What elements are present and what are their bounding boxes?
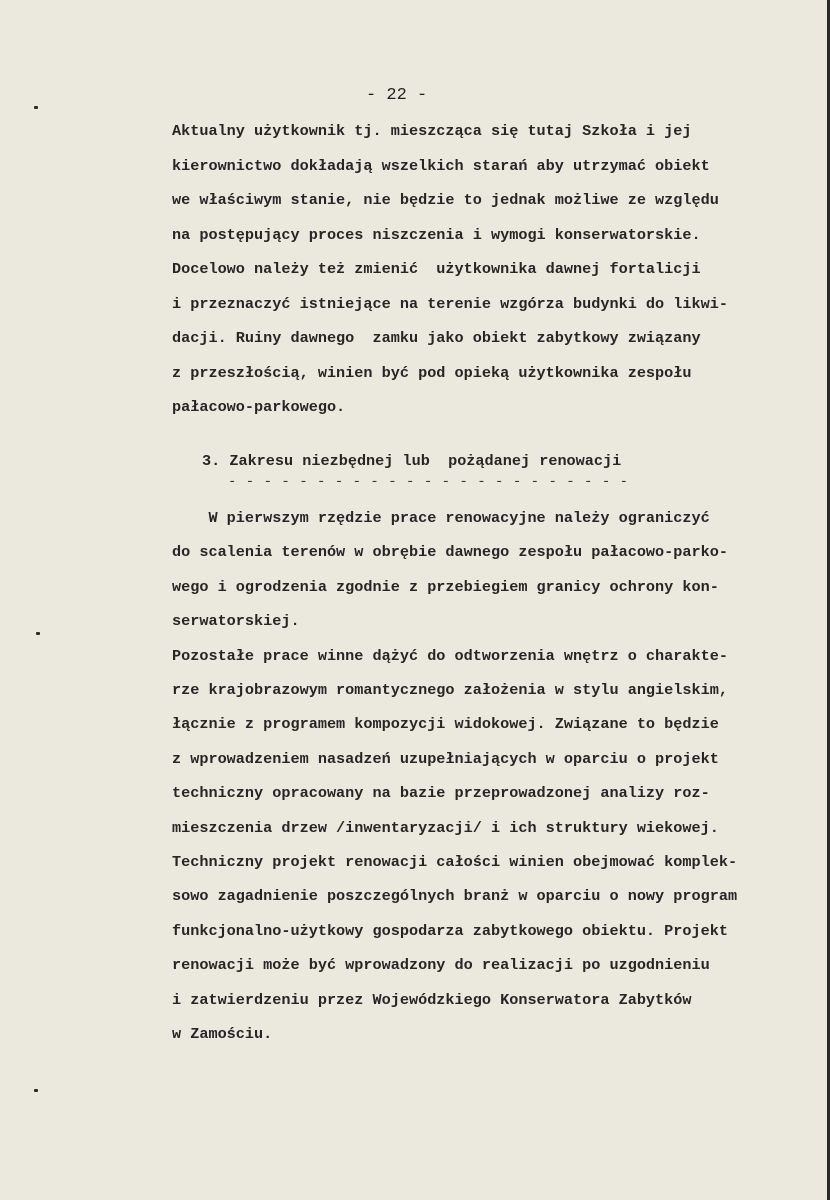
text-line: W pierwszym rzędzie prace renowacyjne należy ograniczyć	[172, 509, 710, 527]
text-line: w Zamościu.	[172, 1025, 273, 1043]
section-underline: - - - - - - - - - - - - - - - - - - - - - - -	[228, 474, 629, 490]
text-line: i przeznaczyć istniejące na terenie wzgórza budynki do likwi-	[172, 294, 728, 313]
text-line: z wprowadzeniem nasadzeń uzupełniających w oparciu o projekt	[172, 749, 719, 768]
text-line: Pozostałe prace winne dążyć do odtworzenia wnętrz o charakte-	[172, 646, 728, 665]
margin-mark	[36, 632, 40, 635]
text-line: z przeszłością, winien być pod opieką użytkownika zespołu	[172, 363, 692, 382]
text-line: kierownictwo dokładają wszelkich starań aby utrzymać obiekt	[172, 156, 710, 175]
text-line: rze krajobrazowym romantycznego założenia w stylu angielskim,	[172, 681, 728, 699]
text-line: mieszczenia drzew /inwentaryzacji/ i ich struktury wiekowej.	[172, 818, 719, 837]
text-line: renowacji może być wprowadzony do realizacji po uzgodnieniu	[172, 956, 710, 975]
text-line: dacji. Ruiny dawnego zamku jako obiekt zabytkowy związany	[172, 329, 701, 347]
text-line: we właściwym stanie, nie będzie to jednak możliwe ze względu	[172, 191, 719, 209]
text-line: i zatwierdzeniu przez Wojewódzkiego Konserwatora Zabytków	[172, 990, 692, 1009]
text-line: do scalenia terenów w obrębie dawnego zespołu pałacowo-parko-	[172, 543, 728, 562]
text-line: sowo zagadnienie poszczególnych branż w oparciu o nowy program	[172, 887, 738, 906]
text-line: wego i ogrodzenia zgodnie z przebiegiem granicy ochrony kon-	[172, 577, 719, 596]
text-line: na postępujący proces niszczenia i wymogi konserwatorskie.	[172, 225, 701, 244]
section-heading: 3. Zakresu niezbędnej lub pożądanej renowacji	[202, 452, 622, 470]
text-line: łącznie z programem kompozycji widokowej. Związane to będzie	[172, 715, 719, 734]
text-line: funkcjonalno-użytkowy gospodarza zabytkowego obiektu. Projekt	[172, 921, 728, 940]
text-line: Aktualny użytkownik tj. mieszcząca się tutaj Szkoła i jej	[172, 122, 692, 140]
page-number: - 22 -	[366, 86, 428, 105]
text-line: Techniczny projekt renowacji całości winien obejmować komplek-	[172, 853, 738, 871]
text-line: techniczny opracowany na bazie przeprowadzonej analizy roz-	[172, 784, 710, 803]
margin-mark	[34, 1089, 38, 1092]
text-line: pałacowo-parkowego.	[172, 398, 346, 416]
text-line: serwatorskiej.	[172, 612, 300, 631]
margin-mark	[34, 106, 38, 109]
text-line: Docelowo należy też zmienić użytkownika dawnej fortalicji	[172, 260, 701, 278]
